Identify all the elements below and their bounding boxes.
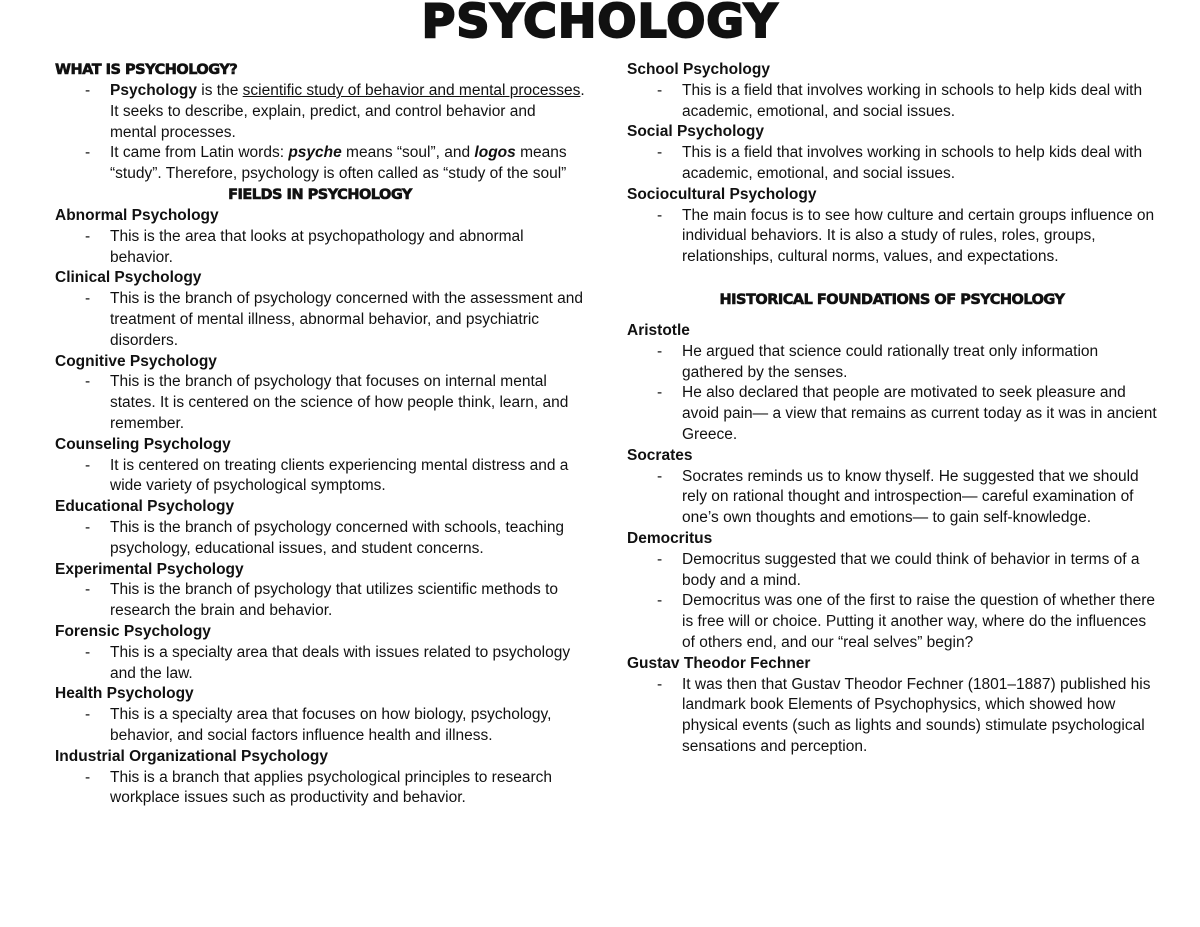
field-description: - This is the branch of psychology concerned with the assessment and treatment of mental illness, abnormal behavior, and psychiatric disorders. [55,289,585,351]
origin-post: means “study”. Therefore, psychology is often called as “study of the soul” [110,144,567,183]
field-description: - This is a specialty area that deals with issues related to psychology and the law. [55,643,585,685]
field-name: School Psychology [627,61,770,78]
field-name: Clinical Psychology [55,269,202,287]
term-psychology: Psychology [110,82,197,99]
historical-point: - It was then that Gustav Theodor Fechner (1801–1887) published his landmark book Elements of Psychophysics, which showed how physical events (such as lights and sounds) stimulate psychological sensations and perception. [627,675,1157,758]
field-name: Social Psychology [627,123,764,141]
definition-list [55,81,585,185]
field-description-list [55,768,585,810]
field-description: - This is the area that looks at psychopathology and abnormal behavior. [55,227,585,269]
historical-point: - He also declared that people are motivated to seek pleasure and avoid pain— a view that remains as current today as it was in ancient Greece. [627,383,1157,445]
field-description-list [55,580,585,622]
field-name: Educational Psychology [55,498,235,516]
field-name: Experimental Psychology [55,560,244,578]
field-description: - This is the branch of psychology that focuses on internal mental states. It is centered on the science of how people think, learn, and remember. [55,372,585,434]
historical-point: - Socrates reminds us to know thyself. He suggested that we should rely on rational thought and introspection— careful examination of one’s own thoughts and emotions— to gain self-knowledge. [627,467,1157,529]
field-description-list [55,289,585,351]
field-description-list [55,227,585,269]
definition-item [55,81,585,143]
field-description: - The main focus is to see how culture and certain groups influence on individual behaviors. It is also a study of rules, roles, groups, relationships, cultural norms, values, and expectations. [627,206,1157,268]
historical-figure-points [627,342,1157,446]
field-name: Cognitive Psychology [55,352,217,370]
field-name: Sociocultural Psychology [627,185,817,203]
field-name: Industrial Organizational Psychology [55,747,329,765]
historical-foundations-heading: HISTORICAL FOUNDATIONS OF PSYCHOLOGY [719,291,1065,308]
field-name: Abnormal Psychology [55,206,219,224]
field-name: Forensic Psychology [55,622,211,640]
origin-item [55,143,585,185]
field-description: - This is a branch that applies psychological principles to research workplace issues such as productivity and behavior. [55,768,585,810]
field-description: - It is centered on treating clients experiencing mental distress and a wide variety of psychological symptoms. [55,456,585,498]
term-logos: logos [474,144,516,162]
right-column [627,60,1157,758]
field-description-list [627,206,1157,268]
field-description-list [55,518,585,560]
definition-rest: . It seeks to describe, explain, predict, and control behavior and mental processes. [110,82,585,141]
origin-pre: It came from Latin words: [110,144,289,162]
left-column [55,60,585,809]
fields-heading: FIELDS IN PSYCHOLOGY [228,186,412,203]
historical-point: - Democritus suggested that we could think of behavior in terms of a body and a mind. [627,550,1157,592]
what-is-psychology-heading: WHAT IS PSYCHOLOGY? [55,62,238,78]
historical-point: - Democritus was one of the first to raise the question of whether there is free will or choice. Putting it another way, where do the influences of others end, and our “real selves” begin? [627,591,1157,653]
field-description: - This is the branch of psychology concerned with schools, teaching psychology, educational issues, and student concerns. [55,518,585,560]
field-description-list [55,643,585,685]
definition-underlined: scientific study of behavior and mental processes [242,82,581,99]
historical-figure-name: Gustav Theodor Fechner [627,654,811,672]
field-name: Counseling Psychology [55,435,231,453]
field-description: - This is the branch of psychology that utilizes scientific methods to research the brain and behavior. [55,580,585,622]
historical-figure-points [627,467,1157,529]
fields-list-continued [627,60,1157,268]
historical-figures-list [627,321,1157,758]
fields-list [55,206,585,809]
field-description: - This is a field that involves working in schools to help kids deal with academic, emotional, and social issues. [627,143,1157,185]
page-title: PSYCHOLOGY [421,0,779,48]
term-psyche: psyche [288,144,342,162]
historical-figure-name: Socrates [627,446,693,464]
origin-mid: means “soul”, and [341,144,475,162]
field-description-list [627,81,1157,123]
field-description-list [55,372,585,434]
field-description: - This is a specialty area that focuses on how biology, psychology, behavior, and social factors influence health and illness. [55,705,585,747]
field-description-list [55,456,585,498]
historical-point: - He argued that science could rationally treat only information gathered by the senses. [627,342,1157,384]
field-description-list [55,705,585,747]
field-description: - This is a field that involves working in schools to help kids deal with academic, emotional, and social issues. [627,81,1157,123]
definition-connector: is the [197,82,243,99]
field-description-list [627,143,1157,185]
field-name: Health Psychology [55,685,194,703]
historical-figure-points [627,675,1157,758]
historical-figure-name: Aristotle [627,321,690,339]
historical-figure-points [627,550,1157,654]
historical-figure-name: Democritus [627,529,713,547]
